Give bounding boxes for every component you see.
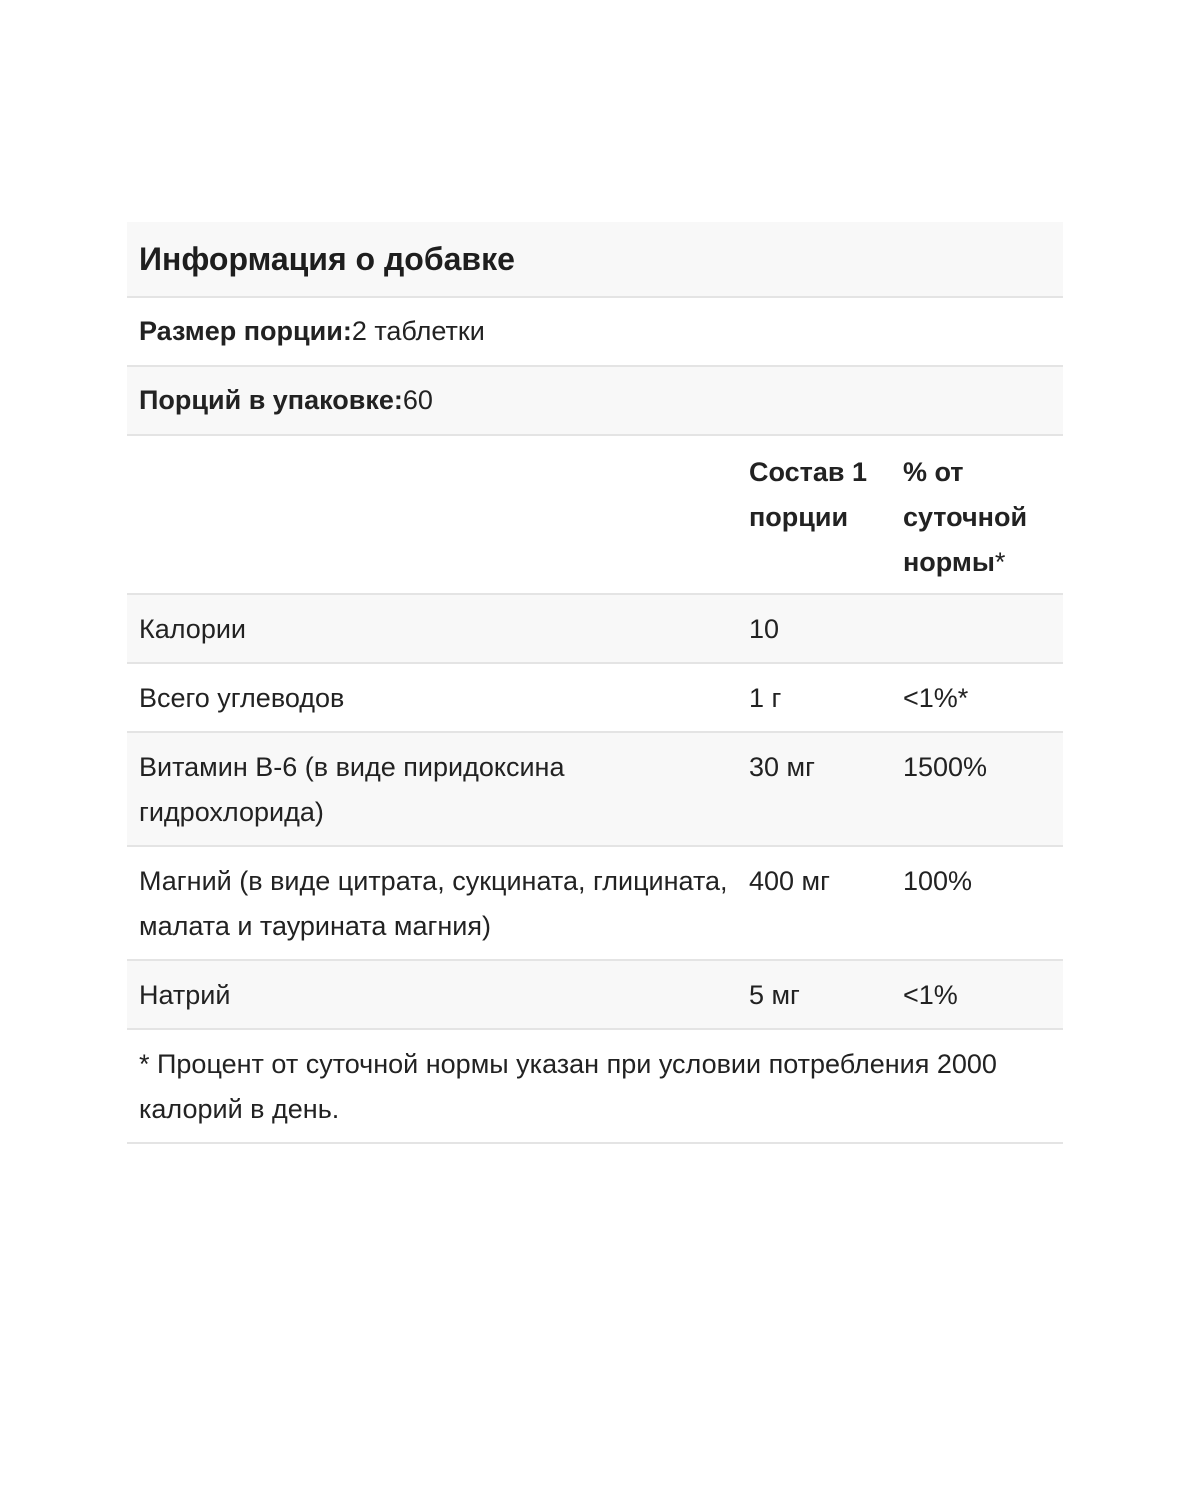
nutrient-daily-value: 100% bbox=[902, 866, 972, 896]
panel-title-row bbox=[127, 222, 1063, 298]
column-header-amount: Состав 1 порции bbox=[748, 457, 867, 532]
table-row bbox=[127, 847, 1063, 961]
nutrient-amount: 30 мг bbox=[748, 752, 815, 782]
nutrient-daily-value: <1% bbox=[902, 980, 958, 1010]
nutrient-name: Витамин B-6 (в виде пиридоксина гидрохлорида) bbox=[139, 752, 565, 827]
nutrient-amount: 1 г bbox=[748, 683, 782, 713]
supplement-facts-panel bbox=[127, 222, 1063, 1144]
nutrient-amount: 10 bbox=[748, 614, 780, 644]
nutrient-name: Калории bbox=[139, 614, 246, 644]
column-header-row bbox=[127, 436, 1063, 595]
nutrient-name: Натрий bbox=[139, 980, 231, 1010]
daily-value-asterisk: * bbox=[994, 547, 1006, 577]
table-row bbox=[127, 664, 1063, 733]
footnote: * Процент от суточной нормы указан при условии потребления 2000 калорий в день. bbox=[139, 1049, 997, 1124]
serving-size-label: Размер порции: bbox=[139, 316, 352, 346]
servings-per-container-row bbox=[127, 367, 1063, 436]
nutrient-name: Всего углеводов bbox=[139, 683, 345, 713]
servings-per-container-value: 60 bbox=[402, 385, 433, 415]
nutrient-amount: 400 мг bbox=[748, 866, 830, 896]
column-header-daily-value bbox=[903, 450, 1051, 585]
servings-per-container-label: Порций в упаковке: bbox=[139, 385, 403, 415]
nutrient-daily-value: 1500% bbox=[902, 752, 988, 782]
footnote-row bbox=[127, 1030, 1063, 1144]
serving-size-value: 2 таблетки bbox=[351, 316, 485, 346]
panel-title: Информация о добавке bbox=[139, 240, 515, 277]
table-row bbox=[127, 595, 1063, 664]
daily-value-header-text: % от суточной нормы bbox=[902, 457, 1028, 577]
table-row bbox=[127, 961, 1063, 1030]
nutrient-daily-value: <1%* bbox=[902, 683, 969, 713]
nutrient-name: Магний (в виде цитрата, сукцината, глицината, малата и таурината магния) bbox=[139, 866, 728, 941]
serving-size-row bbox=[127, 298, 1063, 367]
table-row bbox=[127, 733, 1063, 847]
nutrient-amount: 5 мг bbox=[748, 980, 800, 1010]
